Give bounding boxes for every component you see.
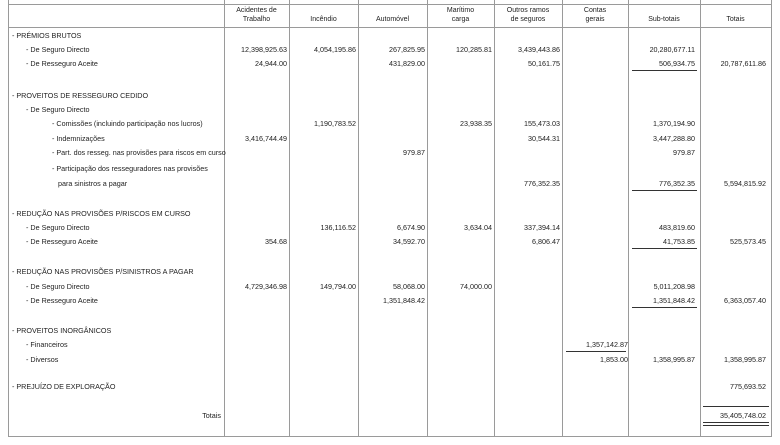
- table-row: - Diversos 1,853.00 1,358,995.87 1,358,995.87: [26, 355, 766, 364]
- header-automovel: Automóvel: [375, 16, 410, 23]
- totals-row: Totais 35,405,748.02: [202, 411, 766, 420]
- table-row: - Indemnizações 3,416,744.49 30,544.31 3,447,288.80: [52, 134, 695, 143]
- section-premios: - PRÉMIOS BRUTOS: [12, 31, 82, 40]
- header-maritimo: Marítimo carga: [446, 7, 475, 23]
- header-incendio: Incêndio: [310, 16, 337, 23]
- table-row: - De Seguro Directo 136,116.52 6,674.90 3,634.04 337,394.14 483,819.60: [26, 223, 695, 232]
- table-row: - De Resseguro Aceite 354.68 34,592.70 6,806.47 41,753.85 525,573.45: [26, 237, 766, 246]
- table-row: - De Seguro Directo 12,398,925.63 4,054,195.86 267,825.95 120,285.81 3,439,443.86 20,280,677.11: [26, 45, 695, 54]
- section-proveitos: - PROVEITOS DE RESSEGURO CEDIDO: [12, 91, 149, 100]
- header-totais: Totais: [726, 16, 745, 23]
- table-row: - Part. dos resseg. nas provisões para riscos em curso 979.87 979.87: [52, 148, 695, 157]
- table-row: - De Seguro Directo 4,729,346.98 149,794.00 58,068.00 74,000.00 5,011,208.98: [26, 282, 695, 291]
- table-row: para sinistros a pagar 776,352.35 776,352.35 5,594,815.92: [58, 179, 766, 188]
- table-row: - De Resseguro Aceite 1,351,848.42 1,351,848.42 6,363,057.40: [26, 296, 766, 305]
- table-row: - Financeiros 1,357,142.87: [26, 340, 628, 349]
- header-top-rule: [8, 4, 772, 5]
- grand-total-top-rule: [703, 406, 769, 407]
- header-subtotais: Sub-totais: [648, 16, 680, 23]
- section-reducao-riscos: - REDUÇÃO NAS PROVISÕES P/RISCOS EM CURSO: [12, 209, 191, 218]
- table-row: - De Seguro Directo: [26, 105, 90, 114]
- subtotal-underline: [632, 190, 697, 191]
- subtotal-underline: [566, 351, 626, 352]
- section-inorganicos: - PROVEITOS INORGÂNICOS: [12, 326, 112, 335]
- table-row: - De Resseguro Aceite 24,944.00 431,829.00 50,161.75 506,934.75 20,787,611.86: [26, 59, 766, 68]
- subtotal-underline: [632, 70, 697, 71]
- grand-total-double-underline: [703, 422, 769, 426]
- header-bottom-rule: [8, 27, 772, 28]
- section-reducao-sinistros: - REDUÇÃO NAS PROVISÕES P/SINISTROS A PAGAR: [12, 267, 194, 276]
- table-row: - Participação dos resseguradores nas provisões: [52, 164, 208, 173]
- header-contas: Contas gerais: [583, 7, 607, 23]
- header-outros: Outros ramos de seguros: [506, 7, 550, 23]
- table-bottom-rule: [8, 436, 772, 437]
- subtotal-underline: [632, 307, 697, 308]
- table-row: - Comissões (incluindo participação nos lucros) 1,190,783.52 23,938.35 155,473.03 1,370,194.90: [52, 119, 695, 128]
- header-acidentes: Acidentes de Trabalho: [236, 7, 277, 23]
- subtotal-underline: [632, 248, 697, 249]
- section-prejuizo: - PREJUÍZO DE EXPLORAÇÃO 775,693.52: [12, 382, 766, 391]
